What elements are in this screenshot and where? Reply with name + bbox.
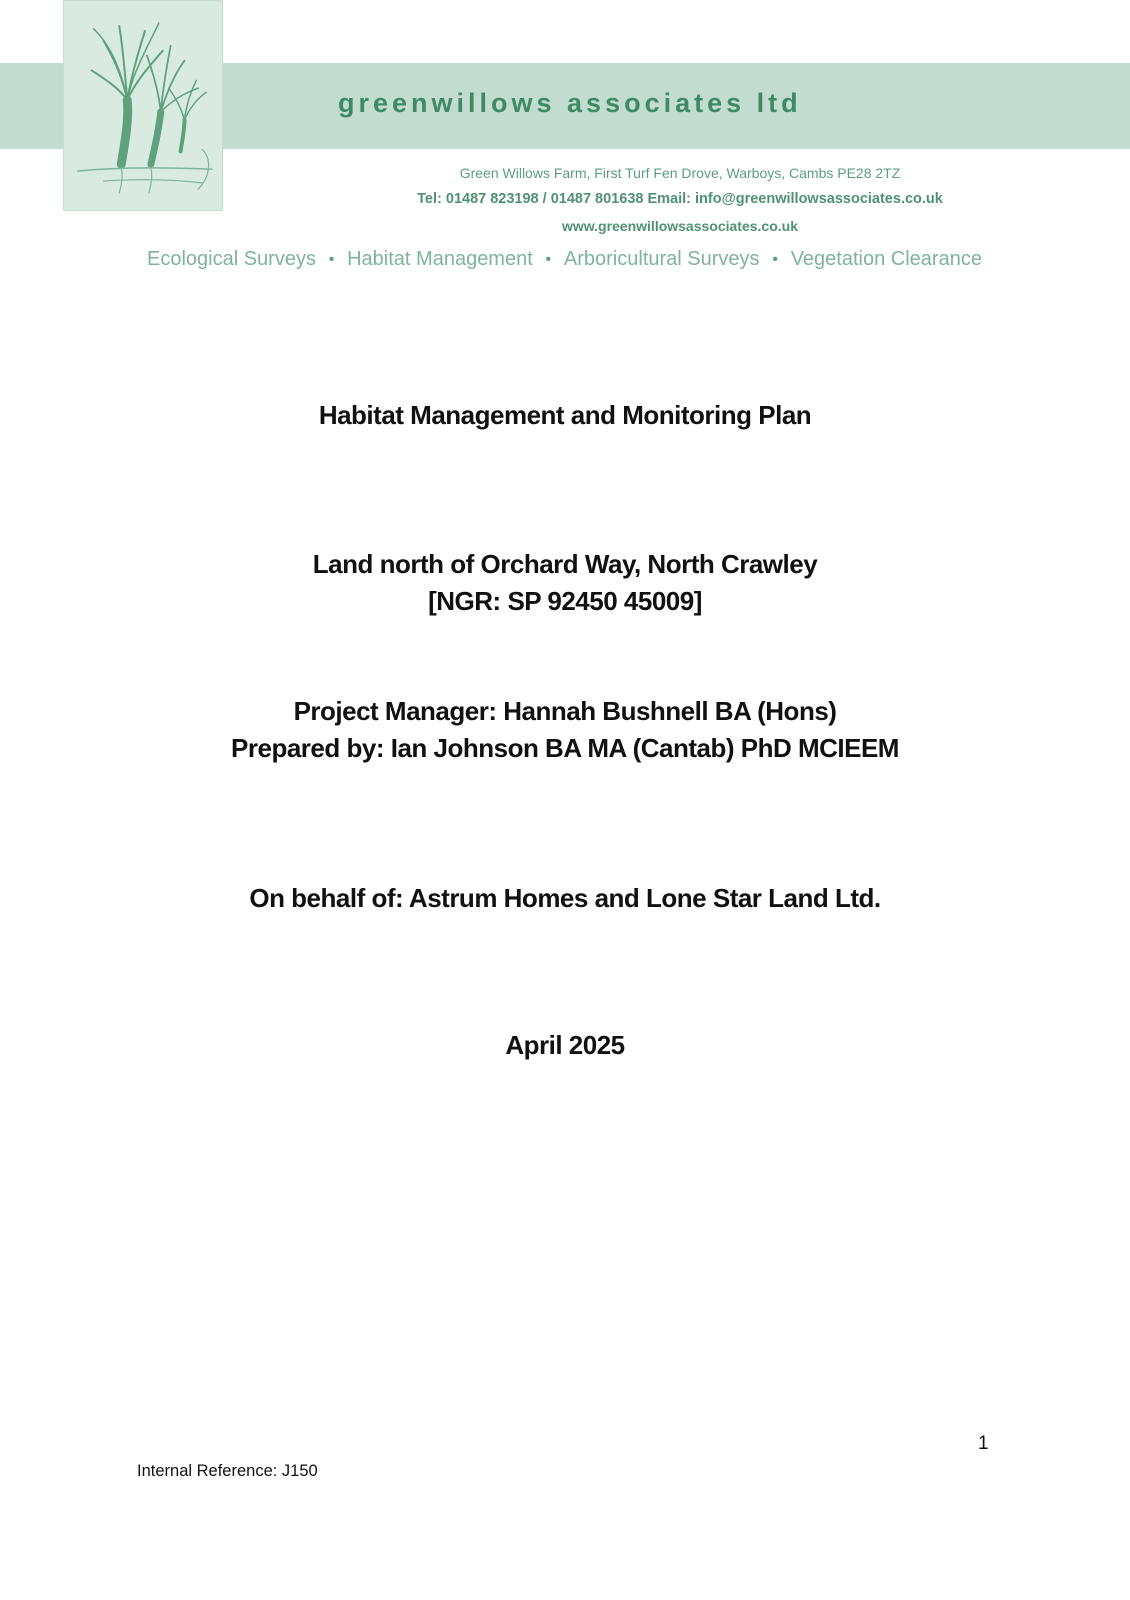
- site-name: Land north of Orchard Way, North Crawley: [312, 549, 818, 579]
- separator-bullet: •: [772, 250, 778, 268]
- client-line: On behalf of: Astrum Homes and Lone Star Land Ltd.: [249, 883, 881, 913]
- service-item: Vegetation Clearance: [790, 248, 982, 270]
- company-phone-email[interactable]: Tel: 01487 823198 / 01487 801638 Email: info@greenwillowsassociates.co.uk: [417, 191, 943, 207]
- author-details: [0, 693, 1130, 767]
- service-item: Habitat Management: [347, 248, 533, 270]
- service-item: Ecological Surveys: [147, 248, 316, 270]
- service-item: Arboricultural Surveys: [563, 248, 760, 270]
- willow-tree-logo-icon: [63, 0, 223, 211]
- internal-reference: Internal Reference: J150: [137, 1462, 318, 1480]
- separator-bullet: •: [545, 250, 552, 268]
- services-list: [147, 248, 982, 271]
- prepared-by: Prepared by: Ian Johnson BA MA (Cantab) PhD MCIEEM: [231, 733, 899, 763]
- company-address: Green Willows Farm, First Turf Fen Drove, Warboys, Cambs PE28 2TZ: [459, 165, 901, 181]
- site-details: [0, 546, 1130, 620]
- document-title: Habitat Management and Monitoring Plan: [318, 400, 812, 430]
- document-date: April 2025: [505, 1030, 625, 1060]
- letterhead: [0, 0, 1130, 290]
- company-website-link[interactable]: www.greenwillowsassociates.co.uk: [561, 218, 798, 234]
- company-name: greenwillows associates ltd: [338, 88, 802, 118]
- separator-bullet: •: [328, 250, 335, 268]
- project-manager: Project Manager: Hannah Bushnell BA (Hons): [293, 696, 837, 726]
- site-ngr: [NGR: SP 92450 45009]: [428, 586, 702, 616]
- page-number: 1: [978, 1433, 989, 1454]
